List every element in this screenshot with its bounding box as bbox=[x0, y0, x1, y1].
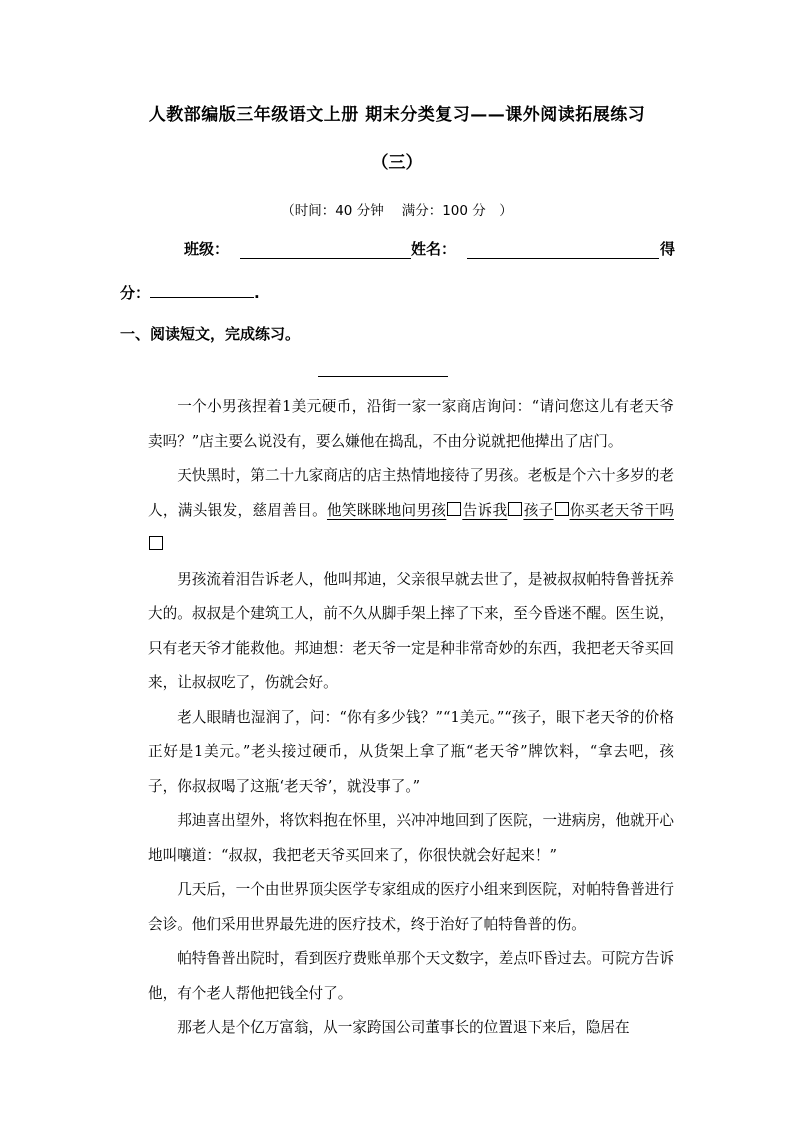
score-end: . bbox=[254, 284, 260, 302]
underlined-part-2: 告诉我 bbox=[462, 501, 508, 519]
exam-time: （时间：40 分钟 bbox=[281, 203, 384, 219]
score-row bbox=[120, 282, 260, 303]
reading-passage bbox=[148, 390, 674, 1046]
punctuation-box-4[interactable] bbox=[149, 536, 163, 550]
class-label: 班级： bbox=[184, 240, 230, 258]
score-label-part2: 分： bbox=[120, 284, 151, 302]
paragraph-4: 老人眼睛也湿润了，问：“你有多少钱？”“1美元。”“孩子，眼下老天爷的价格正好是1美元。”老头接过硬币，从货架上拿了瓶“老天爷”牌饮料，“拿去吧，孩子，你叔叔喝了这瓶‘老天爷’，就没事了。” bbox=[148, 708, 674, 795]
page-title: 人教部编版三年级语文上册 期末分类复习——课外阅读拓展练习 bbox=[148, 105, 646, 125]
full-score: 满分：100 分 ） bbox=[401, 203, 513, 219]
passage-title-blank[interactable] bbox=[318, 376, 448, 377]
section-heading: 一、阅读短文，完成练习。 bbox=[120, 325, 301, 343]
paragraph-6: 几天后，一个由世界顶尖医学专家组成的医疗小组来到医院，对帕特鲁普进行会诊。他们采用世界最先进的医疗技术，终于治好了帕特鲁普的伤。 bbox=[148, 881, 674, 933]
underlined-part-4: 你买老天爷干吗 bbox=[569, 501, 674, 519]
name-field[interactable] bbox=[467, 258, 659, 259]
name-label: 姓名： bbox=[411, 240, 457, 258]
paragraph-2-text: 天快黑时，第二十九家商店的店主热情地接待了男孩。老板是个六十多岁的老人，满头银发，慈眉善目。 bbox=[148, 467, 674, 519]
paragraph-3: 男孩流着泪告诉老人，他叫邦迪，父亲很早就去世了，是被叔叔帕特鲁普抚养大的。叔叔是个建筑工人，前不久从脚手架上摔了下来，至今昏迷不醒。医生说，只有老天爷才能救他。邦迪想：老天爷一定是种非常奇妙的东西，我把老天爷买回来，让叔叔吃了，伤就会好。 bbox=[148, 570, 674, 691]
punctuation-box-3[interactable] bbox=[555, 502, 569, 516]
exam-time-score bbox=[0, 199, 794, 219]
punctuation-box-2[interactable] bbox=[508, 502, 522, 516]
paragraph-2 bbox=[148, 459, 674, 563]
paragraph-8: 那老人是个亿万富翁，从一家跨国公司董事长的位置退下来后，隐居在 bbox=[177, 1019, 630, 1036]
paragraph-7: 帕特鲁普出院时，看到医疗费账单那个天文数字，差点吓昏过去。可院方告诉他，有个老人帮他把钱全付了。 bbox=[148, 950, 674, 1002]
underlined-part-3: 孩子 bbox=[523, 501, 554, 519]
paragraph-1: 一个小男孩捏着1美元硬币，沿街一家一家商店询问：“请问您这儿有老天爷卖吗？”店主要么说没有，要么嫌他在捣乱，不由分说就把他撵出了店门。 bbox=[148, 398, 674, 450]
score-field[interactable] bbox=[150, 283, 254, 298]
class-field[interactable] bbox=[240, 258, 411, 259]
page-subtitle: （三） bbox=[371, 153, 423, 173]
paragraph-5: 邦迪喜出望外，将饮料抱在怀里，兴冲冲地回到了医院，一进病房，他就开心地叫嚷道：“叔叔，我把老天爷买回来了，你很快就会好起来！” bbox=[148, 812, 674, 864]
punctuation-box-1[interactable] bbox=[447, 502, 461, 516]
score-label-part1: 得 bbox=[660, 240, 676, 258]
underlined-part-1: 他笑眯眯地问男孩 bbox=[326, 501, 447, 519]
